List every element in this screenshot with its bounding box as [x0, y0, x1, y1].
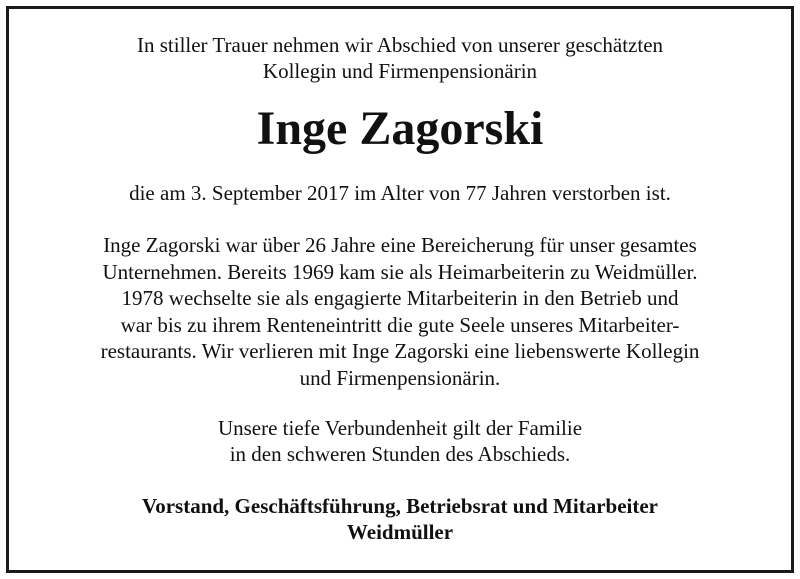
- deceased-name: Inge Zagorski: [256, 102, 544, 155]
- intro-line: Kollegin und Firmenpensionärin: [262, 59, 538, 83]
- signature-line: Vorstand, Geschäftsführung, Betriebsrat und Mitarbeiter: [141, 494, 659, 518]
- death-date-line: die am 3. September 2017 im Alter von 77 Jahren verstorben ist.: [129, 181, 671, 205]
- intro-text: [0, 32, 800, 84]
- tribute-line: war bis zu ihrem Renteneintritt die gute Seele unseres Mitarbeiter-: [120, 312, 680, 337]
- signature-line: Weidmüller: [346, 520, 454, 544]
- condolence-line: in den schweren Stunden des Abschieds.: [229, 442, 571, 466]
- tribute-line: Unternehmen. Bereits 1969 kam sie als Heimarbeiterin zu Weidmüller.: [102, 259, 698, 284]
- tribute-line: Inge Zagorski war über 26 Jahre eine Bereicherung für unser gesamtes: [103, 233, 697, 257]
- tribute-paragraph: [0, 232, 800, 391]
- tribute-line: und Firmenpensionärin.: [299, 365, 501, 390]
- condolence-line: Unsere tiefe Verbundenheit gilt der Familie: [217, 416, 583, 440]
- intro-line: In stiller Trauer nehmen wir Abschied von unserer geschätzten: [136, 33, 664, 57]
- signature-block: [0, 493, 800, 545]
- condolence-text: [0, 415, 800, 467]
- tribute-line: restaurants. Wir verlieren mit Inge Zagorski eine liebenswerte Kollegin: [100, 339, 700, 363]
- tribute-line: 1978 wechselte sie als engagierte Mitarbeiterin in den Betrieb und: [121, 286, 679, 310]
